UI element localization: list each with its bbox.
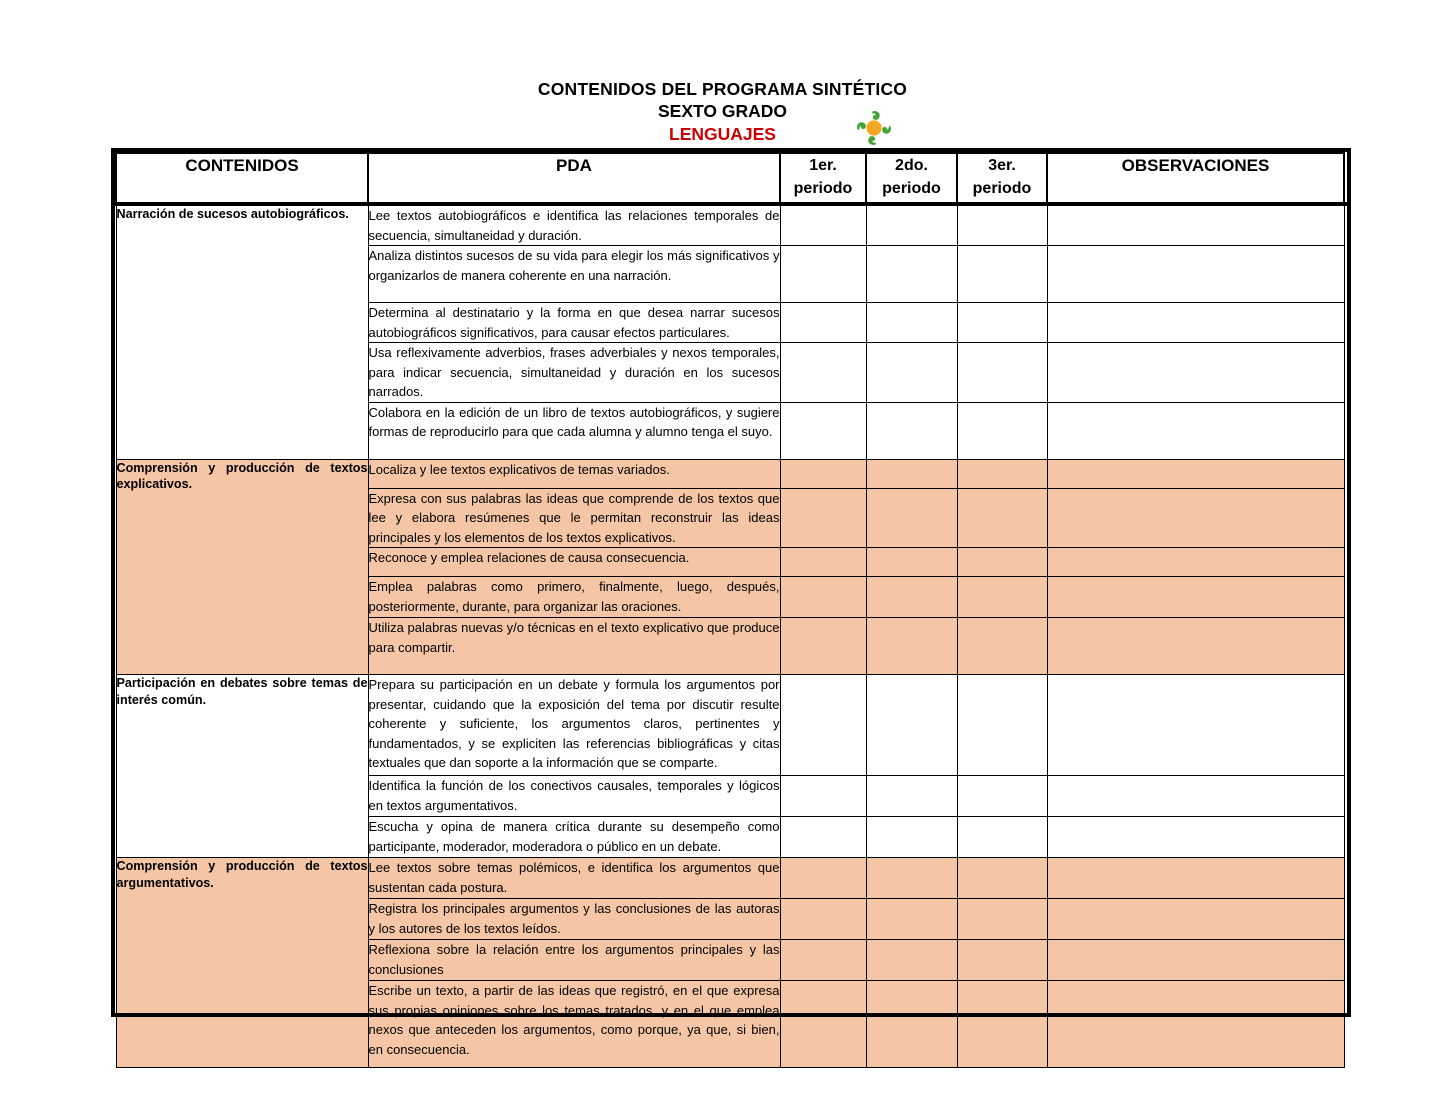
periodo-1-cell[interactable] — [780, 548, 866, 577]
contents-sheet — [115, 152, 1343, 1068]
periodo-1-cell[interactable] — [780, 675, 866, 776]
periodo-2-cell[interactable] — [866, 675, 957, 776]
observaciones-cell[interactable] — [1047, 343, 1344, 403]
periodo-2-line-1: 2do. — [895, 157, 928, 174]
periodo-2-cell[interactable] — [866, 858, 957, 899]
contenido-cell: Participación en debates sobre temas de interés común. — [116, 675, 368, 858]
periodo-2-cell[interactable] — [866, 246, 957, 303]
periodo-3-cell[interactable] — [957, 981, 1047, 1068]
pda-cell: Reflexiona sobre la relación entre los argumentos principales y las conclusiones — [368, 940, 780, 981]
table-row — [116, 858, 1344, 899]
periodo-2-cell[interactable] — [866, 776, 957, 817]
pda-cell: Expresa con sus palabras las ideas que comprende de los textos que lee y elabora resúmenes que le permitan reconstruir las ideas principales y los elementos de los textos explicativos. — [368, 488, 780, 548]
contenido-cell: Comprensión y producción de textos argumentativos. — [116, 858, 368, 1068]
observaciones-cell[interactable] — [1047, 618, 1344, 675]
periodo-1-line-2: periodo — [793, 180, 853, 197]
periodo-1-cell[interactable] — [780, 205, 866, 246]
periodo-1-cell[interactable] — [780, 343, 866, 403]
document-title-block — [0, 78, 1445, 147]
table-header-row — [116, 153, 1344, 205]
pda-cell: Prepara su participación en un debate y formula los argumentos por presentar, cuidando que la exposición del tema por discutir resulte coherente y suficiente, los argumentos claros, pertinentes y fundamentados, y se expliciten las referencias bibliográficas y citas textuales que dan soporte a la información que se comparte. — [368, 675, 780, 776]
periodo-2-cell[interactable] — [866, 899, 957, 940]
periodo-2-cell[interactable] — [866, 205, 957, 246]
periodo-2-cell[interactable] — [866, 303, 957, 343]
pda-cell: Reconoce y emplea relaciones de causa consecuencia. — [368, 548, 780, 577]
periodo-3-cell[interactable] — [957, 205, 1047, 246]
contenido-cell: Narración de sucesos autobiográficos. — [116, 205, 368, 459]
periodo-3-cell[interactable] — [957, 548, 1047, 577]
periodo-3-cell[interactable] — [957, 246, 1047, 303]
pda-cell: Usa reflexivamente adverbios, frases adverbiales y nexos temporales, para indicar secuencia, simultaneidad y duración en los sucesos narrados. — [368, 343, 780, 403]
observaciones-cell[interactable] — [1047, 577, 1344, 618]
periodo-2-line-2: periodo — [882, 180, 941, 197]
pda-cell: Lee textos autobiográficos e identifica las relaciones temporales de secuencia, simultaneidad y duración. — [368, 205, 780, 246]
column-header-observaciones: OBSERVACIONES — [1047, 153, 1344, 205]
periodo-1-cell[interactable] — [780, 940, 866, 981]
page-title: CONTENIDOS DEL PROGRAMA SINTÉTICO — [537, 79, 908, 99]
periodo-2-cell[interactable] — [866, 488, 957, 548]
periodo-3-cell[interactable] — [957, 618, 1047, 675]
observaciones-cell[interactable] — [1047, 981, 1344, 1068]
periodo-1-cell[interactable] — [780, 459, 866, 488]
grade-subtitle: SEXTO GRADO — [657, 101, 787, 121]
periodo-2-cell[interactable] — [866, 402, 957, 459]
subject-line — [0, 123, 1445, 147]
periodo-1-cell[interactable] — [780, 577, 866, 618]
column-header-periodo-2 — [866, 153, 957, 205]
periodo-1-cell[interactable] — [780, 858, 866, 899]
observaciones-cell[interactable] — [1047, 817, 1344, 858]
pda-cell: Escribe un texto, a partir de las ideas que registró, en el que expresa sus propias opiniones sobre los temas tratados, y en el que emplea nexos que anteceden los argumentos, como porque, ya que, si bien, en consecuencia. — [368, 981, 780, 1068]
pda-cell: Registra los principales argumentos y las conclusiones de las autoras y los autores de los textos leídos. — [368, 899, 780, 940]
periodo-3-line-2: periodo — [972, 180, 1032, 197]
pda-cell: Localiza y lee textos explicativos de temas variados. — [368, 459, 780, 488]
observaciones-cell[interactable] — [1047, 246, 1344, 303]
column-header-periodo-1 — [780, 153, 866, 205]
periodo-2-cell[interactable] — [866, 618, 957, 675]
periodo-2-cell[interactable] — [866, 577, 957, 618]
periodo-1-cell[interactable] — [780, 402, 866, 459]
pda-cell: Analiza distintos sucesos de su vida para elegir los más significativos y organizarlos de manera coherente en una narración. — [368, 246, 780, 303]
observaciones-cell[interactable] — [1047, 548, 1344, 577]
periodo-3-cell[interactable] — [957, 817, 1047, 858]
contents-table-body — [116, 205, 1344, 1068]
pda-cell: Identifica la función de los conectivos causales, temporales y lógicos en textos argumentativos. — [368, 776, 780, 817]
pda-cell: Escucha y opina de manera crítica durante su desempeño como participante, moderador, moderadora o público en un debate. — [368, 817, 780, 858]
periodo-1-cell[interactable] — [780, 303, 866, 343]
pda-cell: Determina al destinatario y la forma en que desea narrar sucesos autobiográficos significativos, para causar efectos particulares. — [368, 303, 780, 343]
periodo-3-cell[interactable] — [957, 303, 1047, 343]
observaciones-cell[interactable] — [1047, 303, 1344, 343]
contents-table — [115, 152, 1345, 1068]
periodo-3-cell[interactable] — [957, 858, 1047, 899]
periodo-1-cell[interactable] — [780, 899, 866, 940]
observaciones-cell[interactable] — [1047, 899, 1344, 940]
table-row — [116, 205, 1344, 246]
periodo-1-cell[interactable] — [780, 776, 866, 817]
contenido-cell: Comprensión y producción de textos explicativos. — [116, 459, 368, 675]
periodo-1-line-1: 1er. — [809, 157, 837, 174]
periodo-2-cell[interactable] — [866, 548, 957, 577]
periodo-2-cell[interactable] — [866, 343, 957, 403]
periodo-3-cell[interactable] — [957, 899, 1047, 940]
table-row — [116, 675, 1344, 776]
observaciones-cell[interactable] — [1047, 205, 1344, 246]
periodo-2-cell[interactable] — [866, 981, 957, 1068]
periodo-3-cell[interactable] — [957, 459, 1047, 488]
lenguajes-logo-icon — [848, 108, 900, 148]
table-row — [116, 459, 1344, 488]
periodo-3-cell[interactable] — [957, 343, 1047, 403]
column-header-periodo-3 — [957, 153, 1047, 205]
periodo-1-cell[interactable] — [780, 618, 866, 675]
observaciones-cell[interactable] — [1047, 858, 1344, 899]
periodo-3-cell[interactable] — [957, 776, 1047, 817]
pda-cell: Emplea palabras como primero, finalmente, luego, después, posteriormente, durante, para organizar las oraciones. — [368, 577, 780, 618]
periodo-3-cell[interactable] — [957, 488, 1047, 548]
periodo-3-cell[interactable] — [957, 940, 1047, 981]
periodo-2-cell[interactable] — [866, 940, 957, 981]
subject-title: LENGUAJES — [669, 124, 776, 144]
periodo-1-cell[interactable] — [780, 817, 866, 858]
periodo-3-line-1: 3er. — [988, 157, 1016, 174]
pda-cell: Lee textos sobre temas polémicos, e identifica los argumentos que sustentan cada postura. — [368, 858, 780, 899]
observaciones-cell[interactable] — [1047, 940, 1344, 981]
pda-cell: Utiliza palabras nuevas y/o técnicas en el texto explicativo que produce para compartir. — [368, 618, 780, 675]
periodo-3-cell[interactable] — [957, 402, 1047, 459]
observaciones-cell[interactable] — [1047, 459, 1344, 488]
periodo-3-cell[interactable] — [957, 675, 1047, 776]
periodo-3-cell[interactable] — [957, 577, 1047, 618]
periodo-1-cell[interactable] — [780, 246, 866, 303]
periodo-1-cell[interactable] — [780, 981, 866, 1068]
periodo-1-cell[interactable] — [780, 488, 866, 548]
column-header-pda: PDA — [368, 153, 780, 205]
pda-cell: Colabora en la edición de un libro de textos autobiográficos, y sugiere formas de reproducirlo para que cada alumna y alumno tenga el suyo. — [368, 402, 780, 459]
observaciones-cell[interactable] — [1047, 776, 1344, 817]
observaciones-cell[interactable] — [1047, 675, 1344, 776]
periodo-2-cell[interactable] — [866, 817, 957, 858]
observaciones-cell[interactable] — [1047, 402, 1344, 459]
observaciones-cell[interactable] — [1047, 488, 1344, 548]
periodo-2-cell[interactable] — [866, 459, 957, 488]
column-header-contenidos: CONTENIDOS — [116, 153, 368, 205]
